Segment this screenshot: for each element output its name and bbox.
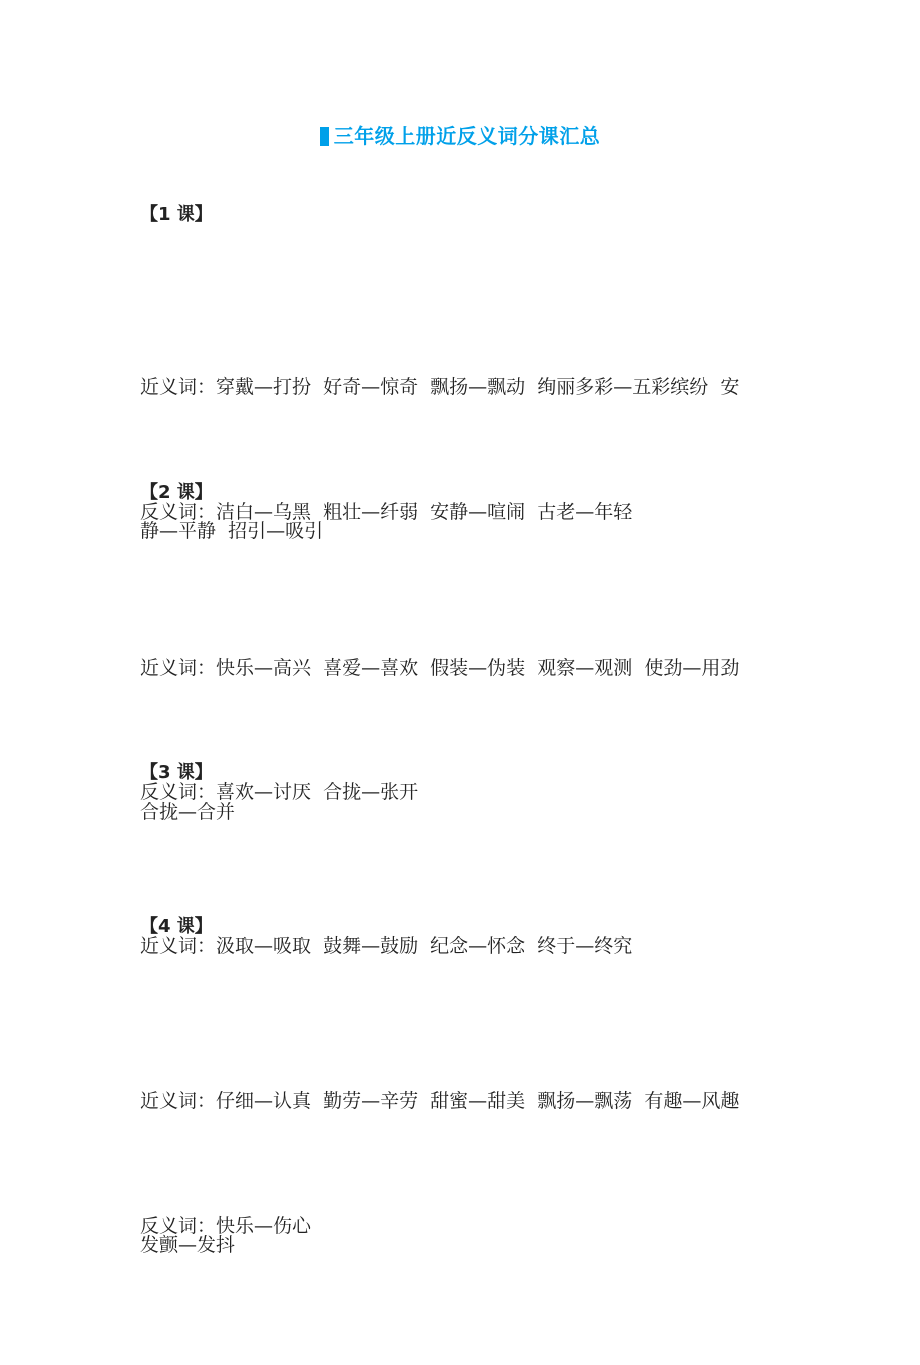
lesson-4-antonyms-line-1: 反义词：快乐—伤心 <box>140 1215 312 1237</box>
lesson-1-antonyms-line-1: 反义词：洁白—乌黑 粗壮—纤弱 安静—喧闹 古老—年轻 <box>140 501 633 523</box>
lesson-3-heading: 【3 课】 <box>140 762 213 783</box>
lesson-4-antonyms <box>140 1106 790 1346</box>
document-title <box>0 122 920 150</box>
lesson-4-synonyms-line-1: 近义词：仔细—认真 勤劳—辛劳 甜蜜—甜美 飘扬—飘荡 有趣—风趣 <box>140 1090 740 1112</box>
lesson-3-synonyms-line-1: 近义词：汲取—吸取 鼓舞—鼓励 纪念—怀念 终于—终究 <box>140 935 633 957</box>
lesson-2-antonyms-line-1: 反义词：喜欢—讨厌 合拢—张开 <box>140 781 419 803</box>
title-marker-bar <box>320 127 329 146</box>
document-title-text: 三年级上册近反义词分课汇总 <box>333 124 601 148</box>
lesson-1-synonyms-line-2: 静—平静 招引—吸引 <box>140 520 324 542</box>
lesson-2-heading: 【2 课】 <box>140 482 213 503</box>
lesson-2-synonyms-line-2: 合拢—合并 <box>140 801 236 823</box>
lesson-2-synonyms-line-1: 近义词：快乐—高兴 喜爱—喜欢 假装—伪装 观察—观测 使劲—用劲 <box>140 657 740 679</box>
lesson-4-heading: 【4 课】 <box>140 916 213 937</box>
lesson-4-synonyms-line-2: 发颤—发抖 <box>140 1234 236 1256</box>
lesson-1-synonyms-line-1: 近义词：穿戴—打扮 好奇—惊奇 飘扬—飘动 绚丽多彩—五彩缤纷 安 <box>140 376 740 398</box>
lesson-1-heading: 【1 课】 <box>140 204 213 225</box>
